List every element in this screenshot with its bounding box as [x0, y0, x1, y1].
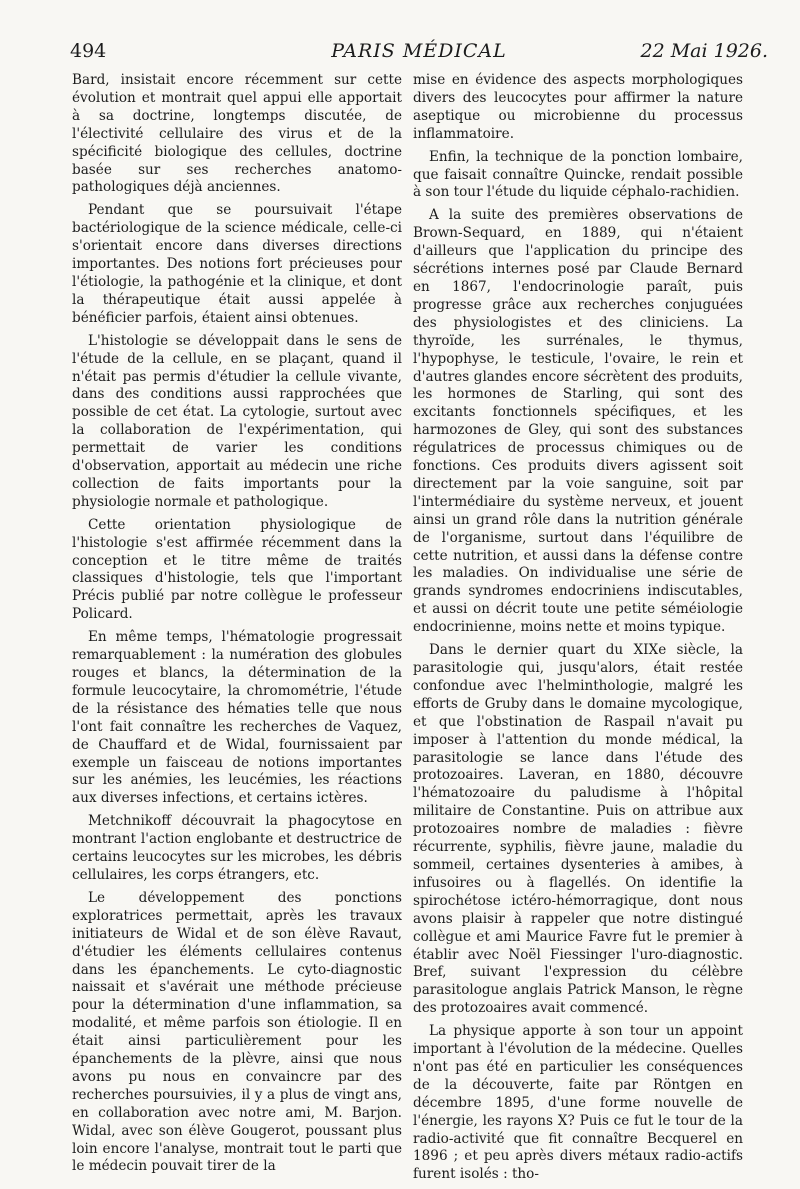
page-number: 494: [70, 40, 107, 62]
paragraph: Dans le dernier quart du XIXe siècle, la parasitologie qui, jusqu'alors, était restée confondue avec l'helminthologie, malgré les efforts de Gruby dans le domaine mycologique, et que l'obstination de Raspail n'avait pu imposer à l'attention du monde médical, la parasitologie se lance dans l'étude des protozoaires. Laveran, en 1880, découvre l'hématozoaire du paludisme à l'hôpital militaire de Constantine. Puis on attribue aux protozoaires nombre de maladies : fièvre récurrente, syphilis, fièvre jaune, maladie du sommeil, certaines dysenteries à amibes, à infusoires ou à flagellés. On identifie la spirochétose ictéro-hémorragique, dont nous avons plaisir à rappeler que notre distingué collègue et ami Maurice Favre fut le premier à établir avec Noël Fiessinger l'uro-diagnostic. Bref, suivant l'expression du célèbre parasitologue anglais Patrick Manson, le règne des protozoaires avait commencé.: [413, 642, 743, 1017]
issue-date: 22 Mai 1926.: [640, 40, 768, 62]
paragraph: L'histologie se développait dans le sens de l'étude de la cellule, en se plaçant, quand il n'était pas permis d'étudier la cellule vivante, dans des conditions aussi rapprochées que possible de cet état. La cytologie, surtout avec la collaboration de l'expérimentation, qui permettait de varier les conditions d'observation, apportait au médecin une riche collection de faits importants pour la physiologie normale et pathologique.: [72, 332, 402, 510]
paragraph: mise en évidence des aspects morphologiques divers des leucocytes pour affirmer la nature aseptique ou microbienne du processus inflammatoire.: [413, 72, 743, 142]
paragraph: Metchnikoff découvrait la phagocytose en montrant l'action englobante et destructrice de certains leucocytes sur les microbes, les débris cellulaires, les corps étrangers, etc.: [72, 813, 402, 883]
paragraph: Bard, insistait encore récemment sur cette évolution et montrait quel appui elle apportait à sa doctrine, longtemps discutée, de l'électivité cellulaire des virus et de la spécificité biologique des cellules, doctrine basée sur ses recherches anatomo-pathologiques déjà anciennes.: [72, 72, 402, 196]
paragraph: En même temps, l'hématologie progressait remarquablement : la numération des globules rouges et blancs, la détermination de la formule leucocytaire, la chromométrie, l'étude de la résistance des hématies telle que nous l'ont fait connaître les recherches de Vaquez, de Chauffard et de Widal, fournissaient par exemple un faisceau de notions importantes sur les anémies, les leucémies, les réactions aux diverses infections, et certains ictères.: [72, 629, 402, 807]
paragraph: A la suite des premières observations de Brown-Sequard, en 1889, qui n'étaient d'ailleurs que l'application du principe des sécrétions internes posé par Claude Bernard en 1867, l'endocrinologie paraît, puis progresse grâce aux recherches conjuguées des physiologistes et des cliniciens. La thyroïde, les surrénales, le thymus, l'hypophyse, le testicule, l'ovaire, le rein et d'autres glandes encore sécrètent des produits, les hormones de Starling, qui sont des excitants fonctionnels spécifiques, et les harmozones de Gley, qui sont des substances régulatrices de processus chimiques ou de fonctions. Ces produits divers agissent soit directement par la voie sanguine, soit par l'intermédiaire du système nerveux, et jouent ainsi un grand rôle dans la nutrition générale de l'organisme, surtout dans l'équilibre de cette nutrition, et aussi dans la défense contre les maladies. On individualise une série de grands syndromes endocriniens indiscutables, et aussi on décrit toute une petite séméiologie endocrinienne, moins nette et moins typique.: [413, 207, 743, 636]
paragraph: Enfin, la technique de la ponction lombaire, que faisait connaître Quincke, rendait possible à son tour l'étude du liquide céphalo-rachidien.: [413, 148, 743, 201]
paragraph: Pendant que se poursuivait l'étape bactériologique de la science médicale, celle-ci s'orientait encore dans diverses directions importantes. Des notions fort précieuses pour l'étiologie, la pathogénie et la clinique, et dont la thérapeutique était aussi appelée à bénéficier parfois, étaient ainsi obtenues.: [72, 202, 402, 326]
paragraph: Le développement des ponctions exploratrices permettait, après les travaux initiateurs de Widal et de son élève Ravaut, d'étudier les éléments cellulaires contenus dans les épanchements. Le cyto-diagnostic naissait et s'avérait une méthode précieuse pour la détermination d'une inflammation, sa modalité, et même parfois son étiologie. Il en était ainsi particulièrement pour les épanchements de la plèvre, ainsi que nous avons pu nous en convaincre par des recherches poursuivies, il y a plus de vingt ans, en collaboration avec notre ami, M. Barjon. Widal, avec son élève Gougerot, poussant plus loin encore l'analyse, montrait tout le parti que le médecin pouvait tirer de la: [72, 889, 402, 1175]
right-column: [413, 72, 743, 1189]
paragraph: La physique apporte à son tour un appoint important à l'évolution de la médecine. Quelles n'ont pas été en particulier les conséquences de la découverte, faite par Röntgen en décembre 1895, d'une forme nouvelle de l'énergie, les rayons X? Puis ce fut le tour de la radio-activité que fit connaître Becquerel en 1896 ; et peu après divers métaux radio-actifs furent isolés : tho-: [413, 1023, 743, 1183]
paragraph: Cette orientation physiologique de l'histologie s'est affirmée récemment dans la conception et le titre même de traités classiques d'histologie, tels que l'important Précis publié par notre collègue le professeur Policard.: [72, 516, 402, 623]
journal-title: PARIS MÉDICAL: [331, 40, 507, 62]
page-header: [70, 40, 768, 70]
left-column: [72, 72, 402, 1181]
